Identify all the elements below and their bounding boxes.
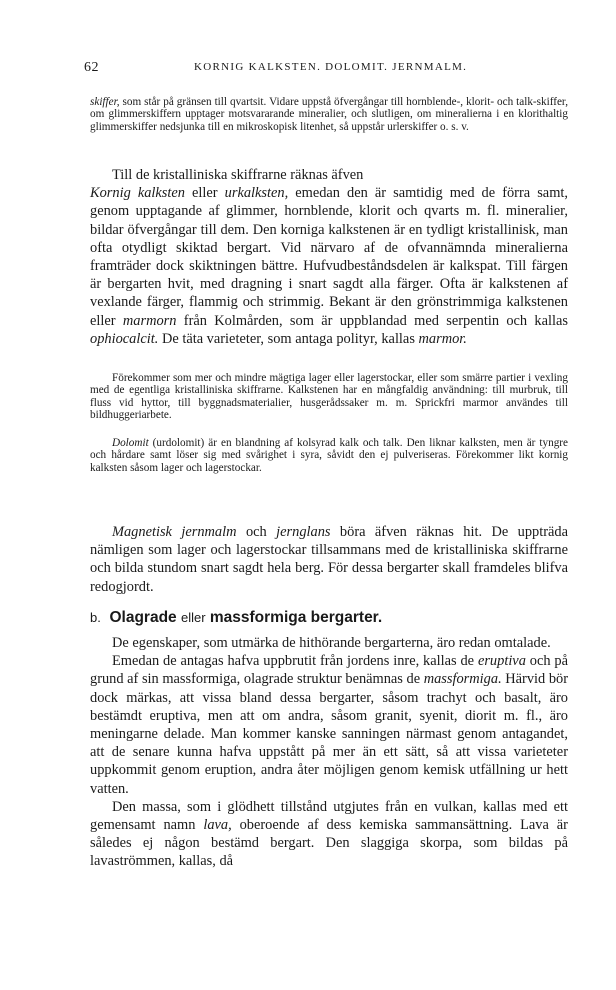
dolomit-paragraph: Dolomit (urdolomit) är en blandning af kolsyrad kalk och talk. Den liknar kalksten, men är tyngre och hårdare samt löser sig med svårighet i syra, såvidt den ej pulveriseras. Förekommer likt kornig kalksten såsom lager och lagerstockar. bbox=[90, 437, 568, 474]
kornig-kalksten-paragraph: Till de kristalliniska skiffrarne räknas äfven Kornig kalksten eller urkalksten, emedan den är samtidig med de förra samt, genom upptagande af glimmer, hornblende, klorit och qvarts m. fl. mineralier, bildar öfvergångar till dem. Den korniga kalkstenen är en tydligt kristallinisk, man ofta otydligt skiktad bergart. Vid närvaro af de ofvannämnda mineralierna framträder dock skiktningen bättre. Hufvudbeståndsdelen är kalkspat. Till färgen är bergarten hvit, med dragning i snart sagdt alla färger. Ofta är kalkstenen af vexlande färger, flammig och strimmig. Bekant är den grönstrimmiga kalkstenen eller marmorn från Kolmården, som är uppblandad med serpentin och kallas ophiocalcit. De täta varieteter, som antaga polityr, kallas marmor. bbox=[90, 167, 568, 347]
term-magnetisk-jernmalm: Magnetisk jernmalm bbox=[112, 524, 237, 540]
term-skiffer: skiffer, bbox=[90, 96, 120, 108]
kalksten-occurrence-paragraph: Förekommer som mer och mindre mägtiga lager eller lagerstockar, eller som smärre partier i vexling med de egentliga kristalliniska skiffrarne. Kalkstenen har en mångfaldig användning: till murbruk, till fluss vid hyttor, till byggnadsmaterialier, husgerådssaker m. m. Sprickfri marmor användes till bildhuggeriarbete. bbox=[90, 372, 568, 422]
page-number: 62 bbox=[84, 60, 99, 75]
running-title: KORNIG KALKSTEN. DOLOMIT. JERNMALM. bbox=[194, 61, 468, 73]
continued-fine-print-paragraph: skiffer, som står på gränsen till qvartsit. Vidare uppstå öfvergångar till hornblende-, klorit- och talk-skiffer, om glimmerskiffern upptager motsvararande mineralier, och slutligen, om mineralierna i en klorithaltig glimmerskiffer nedsjunka till en mikroskopisk litenhet, så uppstår urlerskiffer o. s. v. bbox=[90, 96, 568, 133]
term-dolomit: Dolomit bbox=[112, 437, 149, 449]
egenskaper-paragraph: De egenskaper, som utmärka de hithörande bergarterna, äro redan omtalade. bbox=[112, 635, 551, 651]
term-eruptiva: eruptiva bbox=[477, 653, 526, 670]
term-marmorn: marmorn bbox=[122, 312, 177, 329]
lava-paragraph: Den massa, som i glödhett tillstånd utgjutes från en vulkan, kallas med ett gemensamt namn lava, oberoende af dess kemiska sammansättning. Lava är således ej någon bestämd bergart. Den slaggiga skorpa, som bildas på lavaströmmen, kallas, då bbox=[90, 798, 568, 870]
term-marmor: marmor. bbox=[418, 330, 467, 347]
term-lava: lava, bbox=[203, 817, 232, 834]
section-label: b. bbox=[90, 610, 101, 625]
term-ophiocalcit: ophiocalcit. bbox=[90, 330, 159, 347]
massformiga-section-body bbox=[90, 634, 568, 871]
term-massformiga: massformiga. bbox=[423, 671, 502, 688]
section-heading: b. Olagrade eller massformiga bergarter. bbox=[90, 609, 383, 626]
jernmalm-paragraph: Magnetisk jernmalm och jernglans böra äfven räknas hit. De uppträda nämligen som lager och lagerstockar tillsammans med de kristalliniska skiffrarne och bilda stundom snart sagdt hela berg. För dessa bergarter skall framdeles blifva redogjordt. bbox=[90, 524, 568, 595]
term-kornig-kalksten: Kornig kalksten bbox=[90, 185, 185, 202]
term-urkalksten: urkalksten, bbox=[224, 185, 289, 202]
eruptiva-paragraph: Emedan de antagas hafva uppbrutit från jordens inre, kallas de eruptiva och på grund af sin massformiga, olagrade struktur benämnas de massformiga. Härvid bör dock märkas, att vissa bland dessa bergarter, såsom trachyt och basalt, äro bestämdt eruptiva, men att om andra, såsom granit, syenit, diorit m. fl., äro meningarne delade. Man kommer kanske sanningen närmast genom antagandet, att de senare kunna hafva uppstått på mer än ett sätt, så att vissa varieteter uppkommit genom eruption, andra åter möjligen genom kemisk utfällning ur hett vatten. bbox=[90, 653, 569, 797]
term-jernglans: jernglans bbox=[276, 524, 331, 540]
